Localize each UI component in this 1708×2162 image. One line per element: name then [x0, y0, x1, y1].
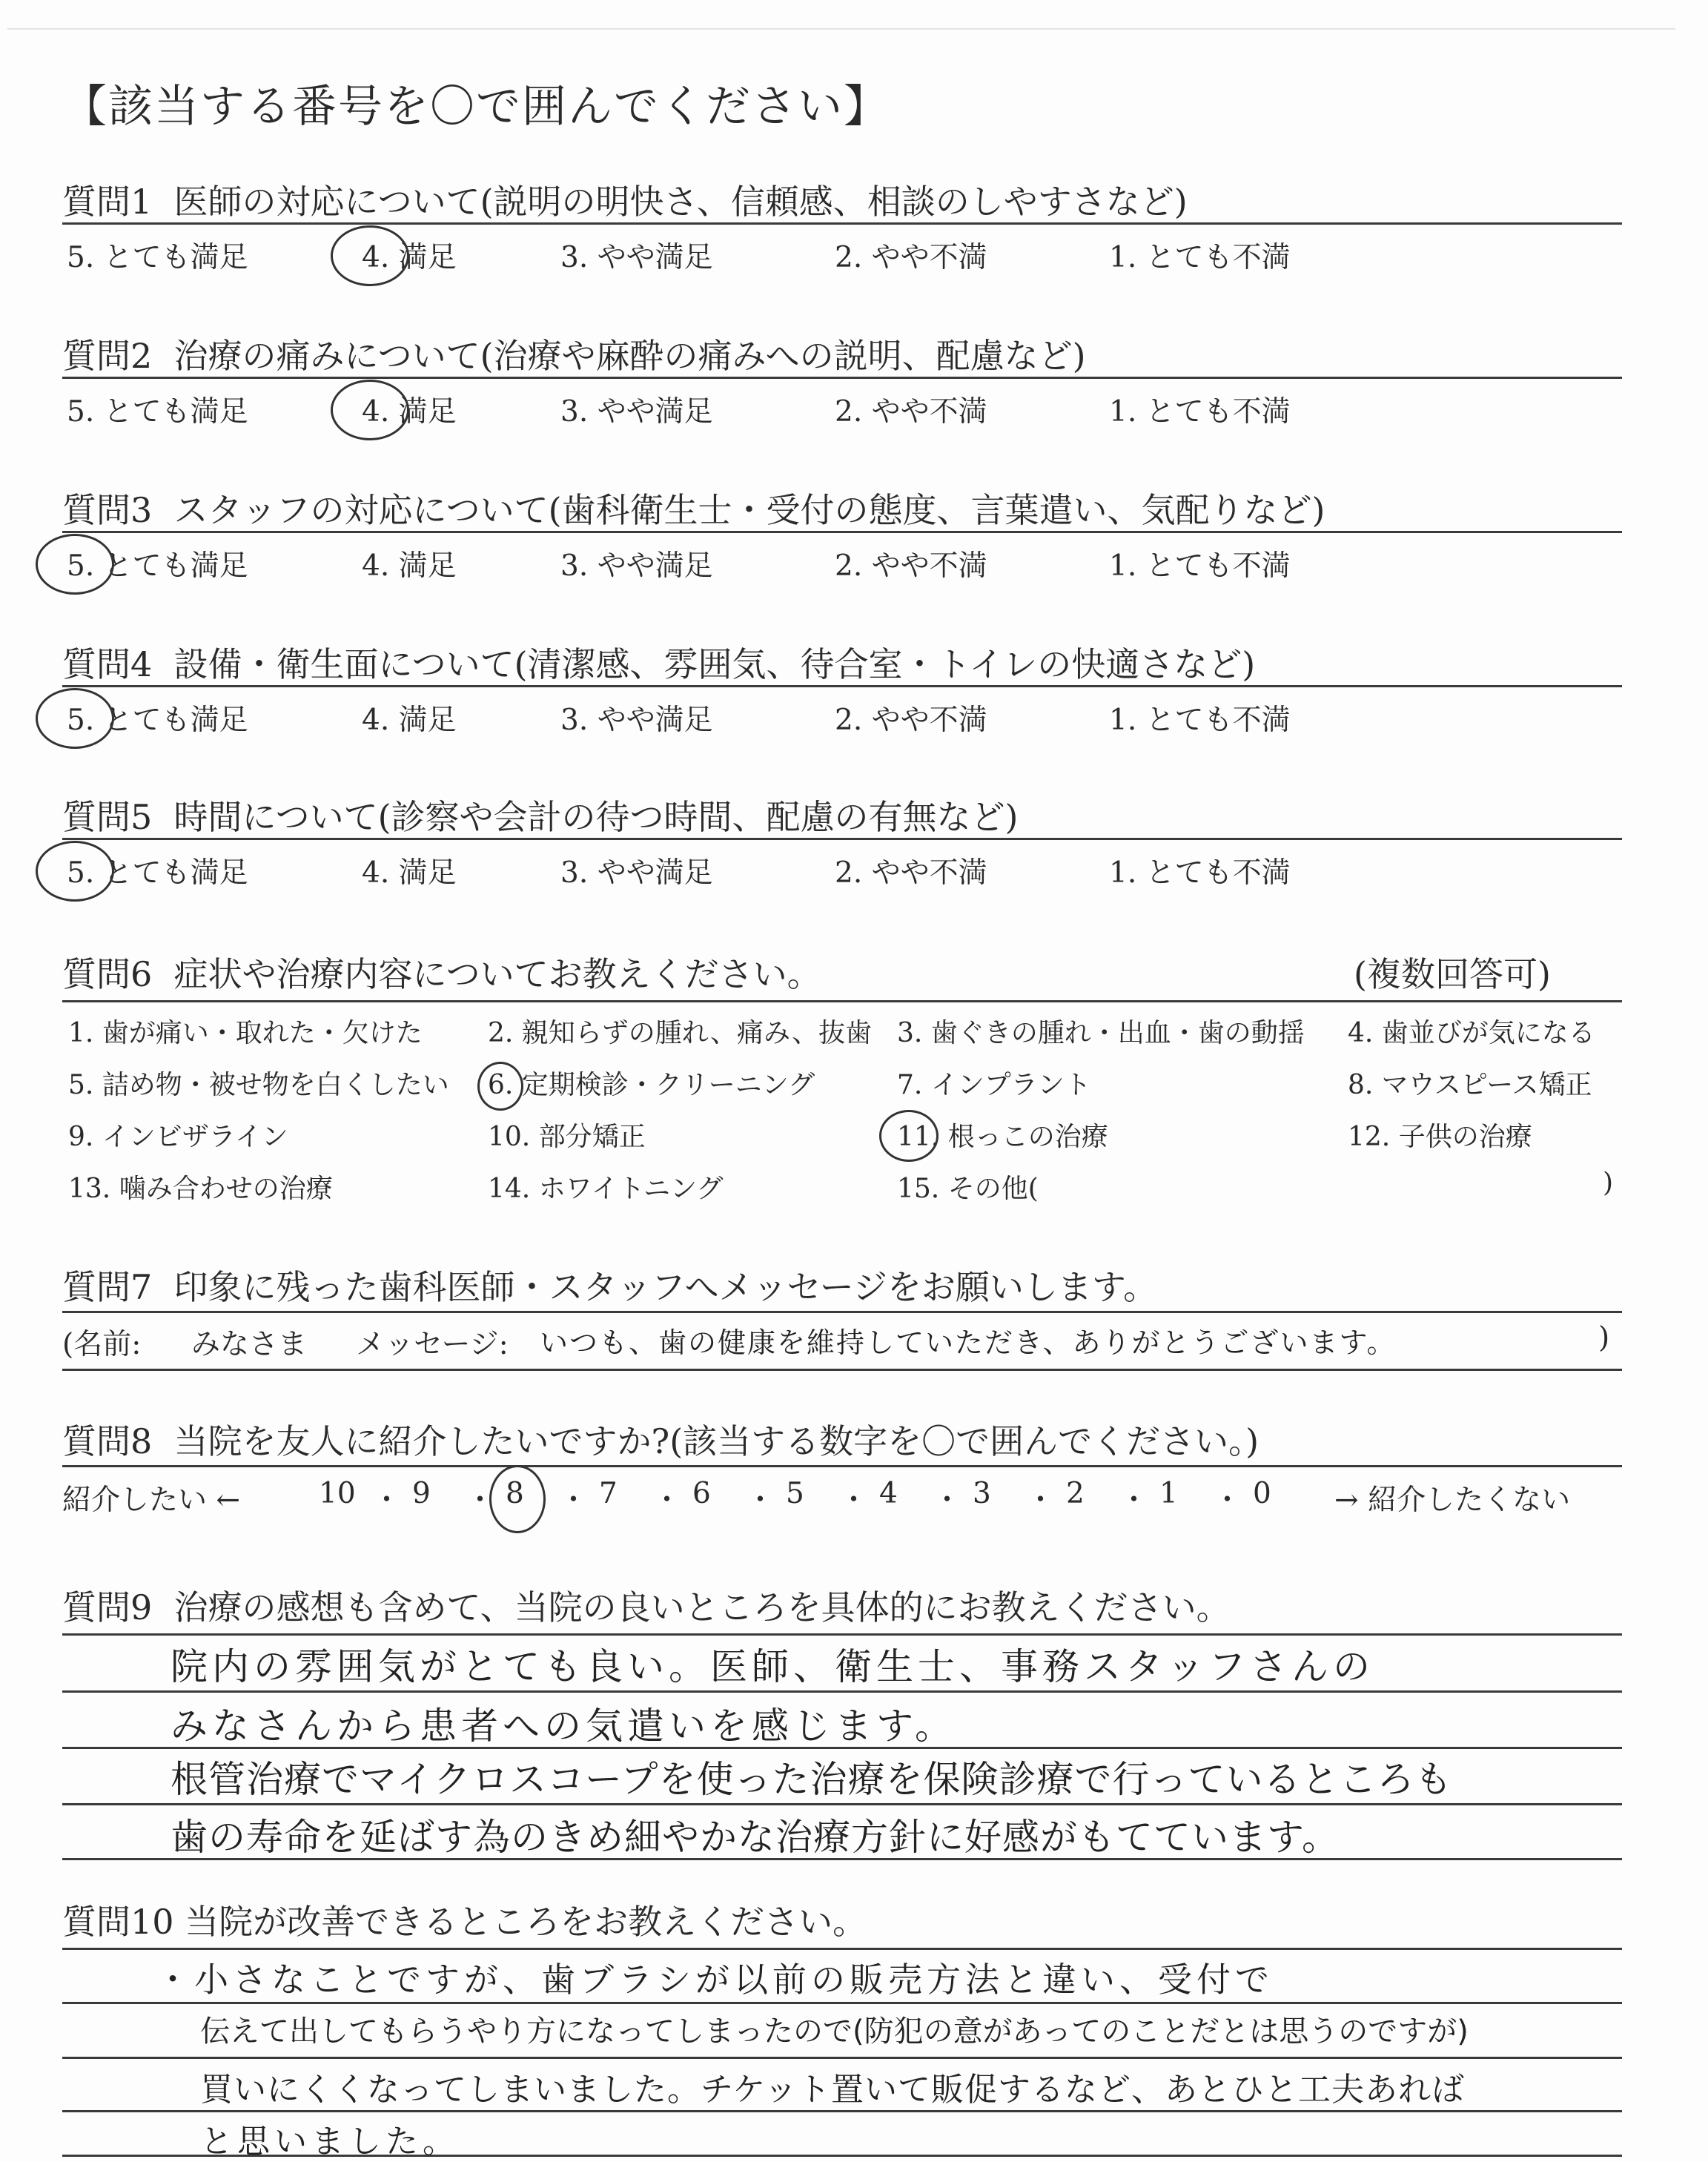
q7-message-prefix: メッセージ:: [356, 1328, 509, 1361]
q2-option-4[interactable]: 4. 満足: [362, 395, 457, 429]
q3-option-4[interactable]: 4. 満足: [362, 549, 457, 583]
scan-top-edge: [7, 28, 1675, 30]
q8-separator-dot: ・: [372, 1484, 402, 1517]
q8-scale-6[interactable]: 6: [692, 1477, 711, 1510]
q6-title: [62, 948, 821, 996]
q6-option-14[interactable]: 14. ホワイトニング: [488, 1174, 724, 1204]
q9-text: 治療の感想も含めて、当院の良いところを具体的にお教えください。: [173, 1587, 1231, 1627]
q10-answer-line-3: 買いにくくなってしまいました。チケット置いて販促するなど、あとひと工夫あれば: [200, 2071, 1466, 2109]
page-title: 【該当する番号を〇で囲んでください】: [62, 81, 890, 133]
q6-option-12[interactable]: 12. 子供の治療: [1348, 1122, 1532, 1152]
q2-option-1[interactable]: 1. とても不満: [1109, 395, 1291, 429]
q9-line-3: [62, 1803, 1622, 1805]
q3-answer-circle: [36, 534, 114, 595]
q1-label: 質問1: [62, 182, 153, 222]
q10-answer-line-1: ・小さなことですが、歯ブラシが以前の販売方法と違い、受付で: [156, 1960, 1274, 2000]
q3-option-3[interactable]: 3. やや満足: [560, 549, 713, 583]
q8-scale-7[interactable]: 7: [599, 1477, 618, 1510]
q6-option-15[interactable]: 15. その他(: [897, 1174, 1039, 1204]
q7-message-value: いつも、歯の健康を維持していただき、ありがとうございます。: [540, 1326, 1397, 1359]
q1-title: [62, 175, 1188, 224]
q6-option-6[interactable]: 6. 定期検診・クリーニング: [488, 1070, 815, 1100]
q2-answer-circle: [331, 380, 409, 440]
q6-option-13[interactable]: 13. 噛み合わせの治療: [68, 1174, 333, 1204]
q8-answer-circle: [489, 1465, 546, 1533]
q4-label: 質問4: [62, 644, 153, 684]
q1-text: 医師の対応について(説明の明快さ、信頼感、相談のしやすさなど): [173, 182, 1188, 222]
q7-rule-2: [62, 1369, 1622, 1371]
q9-title: [62, 1581, 1231, 1630]
q8-scale-3[interactable]: 3: [973, 1477, 991, 1510]
q5-option-3[interactable]: 3. やや満足: [560, 856, 713, 890]
q2-option-2[interactable]: 2. やや不満: [835, 395, 987, 429]
q8-scale-8[interactable]: 8: [506, 1477, 524, 1510]
q2-option-5[interactable]: 5. とても満足: [67, 395, 248, 429]
q8-separator-dot: ・: [933, 1484, 962, 1517]
q1-option-4[interactable]: 4. 満足: [362, 241, 457, 274]
q8-right-label: → 紹介したくない: [1334, 1484, 1571, 1517]
q6-option-1[interactable]: 1. 歯が痛い・取れた・欠けた: [68, 1018, 423, 1048]
q6-text: 症状や治療内容についてお教えください。: [173, 954, 821, 994]
q2-title: [62, 329, 1086, 378]
q7-text: 印象に残った歯科医師・スタッフへメッセージをお願いします。: [173, 1267, 1158, 1307]
q10-answer-line-4: と思いました。: [200, 2123, 460, 2161]
q6-answer-circle-11: [879, 1110, 939, 1162]
q6-option-4[interactable]: 4. 歯並びが気になる: [1348, 1018, 1595, 1048]
q1-option-1[interactable]: 1. とても不満: [1109, 241, 1291, 274]
q3-option-1[interactable]: 1. とても不満: [1109, 549, 1291, 583]
q8-separator-dot: ・: [652, 1484, 682, 1517]
q2-option-3[interactable]: 3. やや満足: [560, 395, 713, 429]
q8-separator-dot: ・: [466, 1484, 495, 1517]
q10-rule: [62, 1948, 1622, 1950]
q8-scale-2[interactable]: 2: [1066, 1477, 1085, 1510]
q3-text: スタッフの対応について(歯科衛生士・受付の態度、言葉遣い、気配りなど): [173, 490, 1325, 530]
q8-scale-0[interactable]: 0: [1253, 1477, 1271, 1510]
q6-rule: [62, 1000, 1622, 1002]
q7-rule: [62, 1311, 1622, 1313]
q10-line-3: [62, 2110, 1622, 2112]
q1-option-5[interactable]: 5. とても満足: [67, 241, 248, 274]
q6-label: 質問6: [62, 954, 153, 994]
q3-label: 質問3: [62, 490, 153, 530]
q10-answer-line-2: 伝えて出してもらうやり方になってしまったので(防犯の意があってのことだとは思うのですが): [200, 2014, 1469, 2049]
q8-label: 質問8: [62, 1421, 153, 1461]
q1-option-2[interactable]: 2. やや不満: [835, 241, 987, 274]
q8-separator-dot: ・: [1026, 1484, 1056, 1517]
q10-line-1: [62, 2002, 1622, 2004]
q8-scale-1[interactable]: 1: [1159, 1477, 1178, 1510]
q6-note: (複数回答可): [1354, 954, 1551, 994]
q6-option-11[interactable]: 11. 根っこの治療: [897, 1122, 1108, 1152]
q5-title: [62, 790, 1019, 839]
q3-option-2[interactable]: 2. やや不満: [835, 549, 987, 583]
q1-option-3[interactable]: 3. やや満足: [560, 241, 713, 274]
q5-answer-circle: [36, 841, 114, 902]
q2-label: 質問2: [62, 336, 153, 376]
q9-answer-line-1: 院内の雰囲気がとても良い。医師、衛生士、事務スタッフさんの: [171, 1645, 1374, 1688]
q4-option-2[interactable]: 2. やや不満: [835, 704, 987, 737]
q6-option-2[interactable]: 2. 親知らずの腫れ、痛み、抜歯: [488, 1018, 873, 1048]
q7-label: 質問7: [62, 1267, 153, 1307]
q6-option-9[interactable]: 9. インビザライン: [68, 1122, 288, 1152]
q2-rule: [62, 377, 1622, 379]
q9-line-1: [62, 1690, 1622, 1693]
q4-text: 設備・衛生面について(清潔感、雰囲気、待合室・トイレの快適さなど): [173, 644, 1256, 684]
q5-option-1[interactable]: 1. とても不満: [1109, 856, 1291, 890]
q7-title: [62, 1260, 1157, 1309]
q7-name-value: みなさま: [191, 1328, 308, 1361]
q9-label: 質問9: [62, 1587, 153, 1627]
q10-label: 質問10: [62, 1902, 174, 1942]
q4-answer-circle: [36, 688, 114, 749]
q8-title: [62, 1415, 1259, 1464]
q4-option-3[interactable]: 3. やや満足: [560, 704, 713, 737]
q5-option-4[interactable]: 4. 満足: [362, 856, 457, 890]
q5-rule: [62, 838, 1622, 840]
q6-option-7[interactable]: 7. インプラント: [897, 1070, 1091, 1100]
q8-separator-dot: ・: [1119, 1484, 1149, 1517]
q3-title: [62, 483, 1325, 532]
q1-rule: [62, 222, 1622, 225]
q8-separator-dot: ・: [559, 1484, 589, 1517]
q2-text: 治療の痛みについて(治療や麻酔の痛みへの説明、配慮など): [173, 336, 1086, 376]
q9-answer-line-2: みなさんから患者への気遣いを感じます。: [171, 1705, 956, 1748]
q4-rule: [62, 685, 1622, 687]
q4-option-5[interactable]: 5. とても満足: [67, 704, 248, 737]
q6-answer-circle-6: [477, 1062, 523, 1111]
q5-label: 質問5: [62, 797, 153, 837]
q3-option-5[interactable]: 5. とても満足: [67, 549, 248, 583]
q10-line-2: [62, 2057, 1622, 2059]
q8-separator-dot: ・: [746, 1484, 775, 1517]
q7-name-prefix: (名前:: [62, 1328, 142, 1361]
q6-option-10[interactable]: 10. 部分矯正: [488, 1122, 646, 1152]
q8-scale-5[interactable]: 5: [786, 1477, 804, 1510]
q4-option-4[interactable]: 4. 満足: [362, 704, 457, 737]
q9-answer-line-3: 根管治療でマイクロスコープを使った治療を保険診療で行っているところも: [171, 1758, 1453, 1801]
q8-separator-dot: ・: [1213, 1484, 1242, 1517]
q6-option-3[interactable]: 3. 歯ぐきの腫れ・出血・歯の動揺: [897, 1018, 1305, 1048]
q6-option-8[interactable]: 8. マウスピース矯正: [1348, 1070, 1592, 1100]
q5-text: 時間について(診察や会計の待つ時間、配慮の有無など): [173, 797, 1019, 837]
q8-rule: [62, 1465, 1622, 1467]
q5-option-5[interactable]: 5. とても満足: [67, 856, 248, 890]
q8-scale-9[interactable]: 9: [412, 1477, 431, 1510]
q8-left-label: 紹介したい ←: [62, 1484, 241, 1517]
q10-title: [62, 1895, 867, 1944]
q1-answer-circle: [331, 225, 409, 286]
q8-scale-4[interactable]: 4: [879, 1477, 898, 1510]
q5-option-2[interactable]: 2. やや不満: [835, 856, 987, 890]
q7-close-paren: ): [1598, 1321, 1610, 1355]
q3-rule: [62, 531, 1622, 533]
q9-answer-line-4: 歯の寿命を延ばす為のきめ細やかな治療方針に好感がもてています。: [171, 1816, 1340, 1859]
q6-option-16[interactable]: ): [1603, 1168, 1614, 1198]
q10-text: 当院が改善できるところをお教えください。: [185, 1902, 867, 1942]
q4-title: [62, 638, 1255, 687]
q8-text: 当院を友人に紹介したいですか?(該当する数字を〇で囲んでください。): [173, 1421, 1260, 1461]
q8-scale-10[interactable]: 10: [319, 1477, 356, 1510]
q4-option-1[interactable]: 1. とても不満: [1109, 704, 1291, 737]
q8-separator-dot: ・: [839, 1484, 869, 1517]
q9-rule: [62, 1633, 1622, 1636]
q6-option-5[interactable]: 5. 詰め物・被せ物を白くしたい: [68, 1070, 449, 1100]
